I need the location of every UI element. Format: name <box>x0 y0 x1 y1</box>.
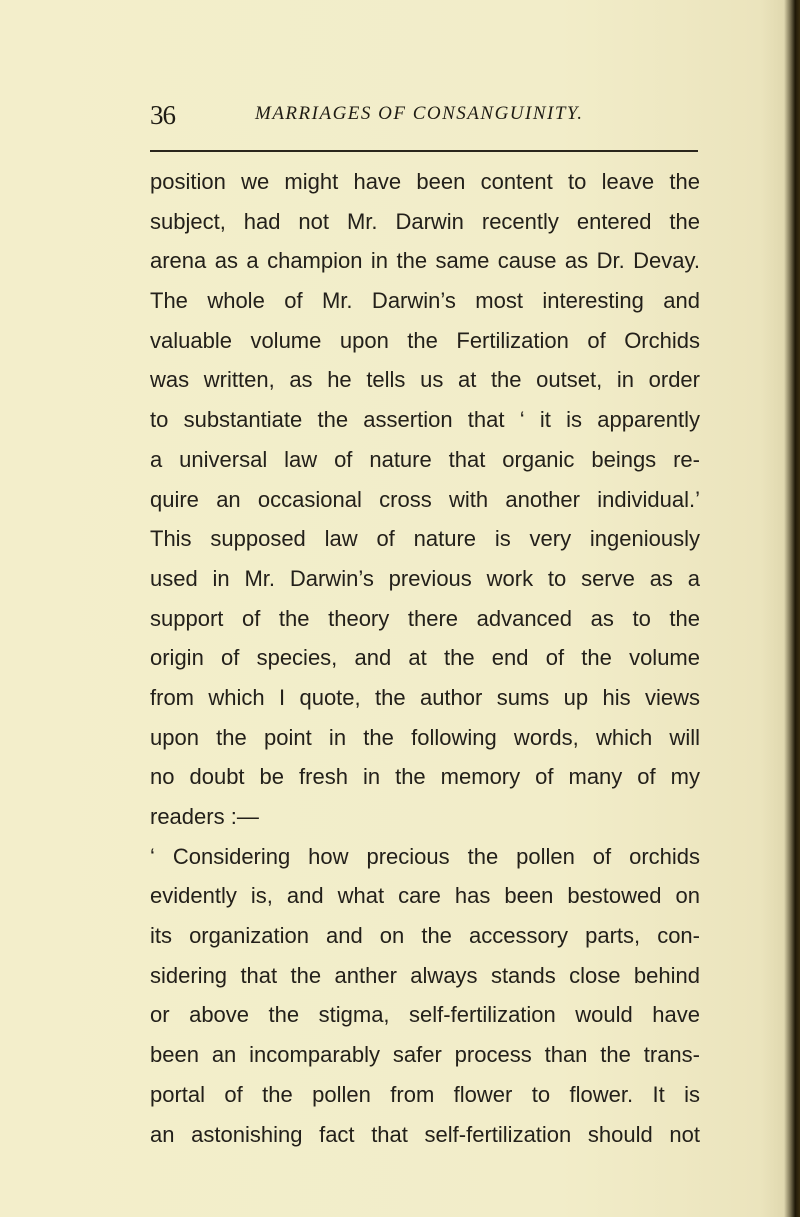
text-line: This supposed law of nature is very ingeniously <box>150 526 700 552</box>
text-line: portal of the pollen from flower to flower. It is <box>150 1081 700 1107</box>
text-line: from which I quote, the author sums up his views <box>150 684 700 710</box>
page-number: 36 <box>150 100 175 130</box>
text-line: a universal law of nature that organic beings re- <box>150 446 700 472</box>
text-line: no doubt be fresh in the memory of many of my <box>150 764 700 790</box>
text-line: was written, as he tells us at the outset, in order <box>150 367 700 393</box>
text-line: or above the stigma, self-fertilization would have <box>150 1002 700 1028</box>
page-header <box>150 96 710 132</box>
text-line: its organization and on the accessory parts, con- <box>150 923 700 949</box>
header-rule <box>150 150 698 152</box>
text-line: origin of species, and at the end of the volume <box>150 645 700 671</box>
text-line: to substantiate the assertion that ‘ it is apparently <box>150 407 700 433</box>
text-line: an astonishing fact that self-fertilization should not <box>150 1121 700 1147</box>
running-head: MARRIAGES OF CONSANGUINITY. <box>255 103 584 124</box>
text-line: readers :— <box>150 804 259 829</box>
text-line: subject, had not Mr. Darwin recently entered the <box>150 208 700 234</box>
text-line: The whole of Mr. Darwin’s most interesting and <box>150 288 700 314</box>
page-edge-shadow <box>784 0 800 1217</box>
text-line: used in Mr. Darwin’s previous work to serve as a <box>150 565 700 591</box>
text-line: quire an occasional cross with another individual.’ <box>150 486 700 512</box>
body-text <box>150 162 700 1154</box>
text-line: support of the theory there advanced as to the <box>150 605 700 631</box>
text-line: valuable volume upon the Fertilization of Orchids <box>150 327 700 353</box>
text-line: upon the point in the following words, which will <box>150 724 700 750</box>
text-line: evidently is, and what care has been bestowed on <box>150 883 700 909</box>
text-line: position we might have been content to leave the <box>150 169 700 194</box>
text-line: sidering that the anther always stands close behind <box>150 962 700 988</box>
text-line: ‘ Considering how precious the pollen of orchids <box>150 843 700 869</box>
text-line: been an incomparably safer process than the trans- <box>150 1042 700 1068</box>
text-line: arena as a champion in the same cause as Dr. Devay. <box>150 248 700 274</box>
